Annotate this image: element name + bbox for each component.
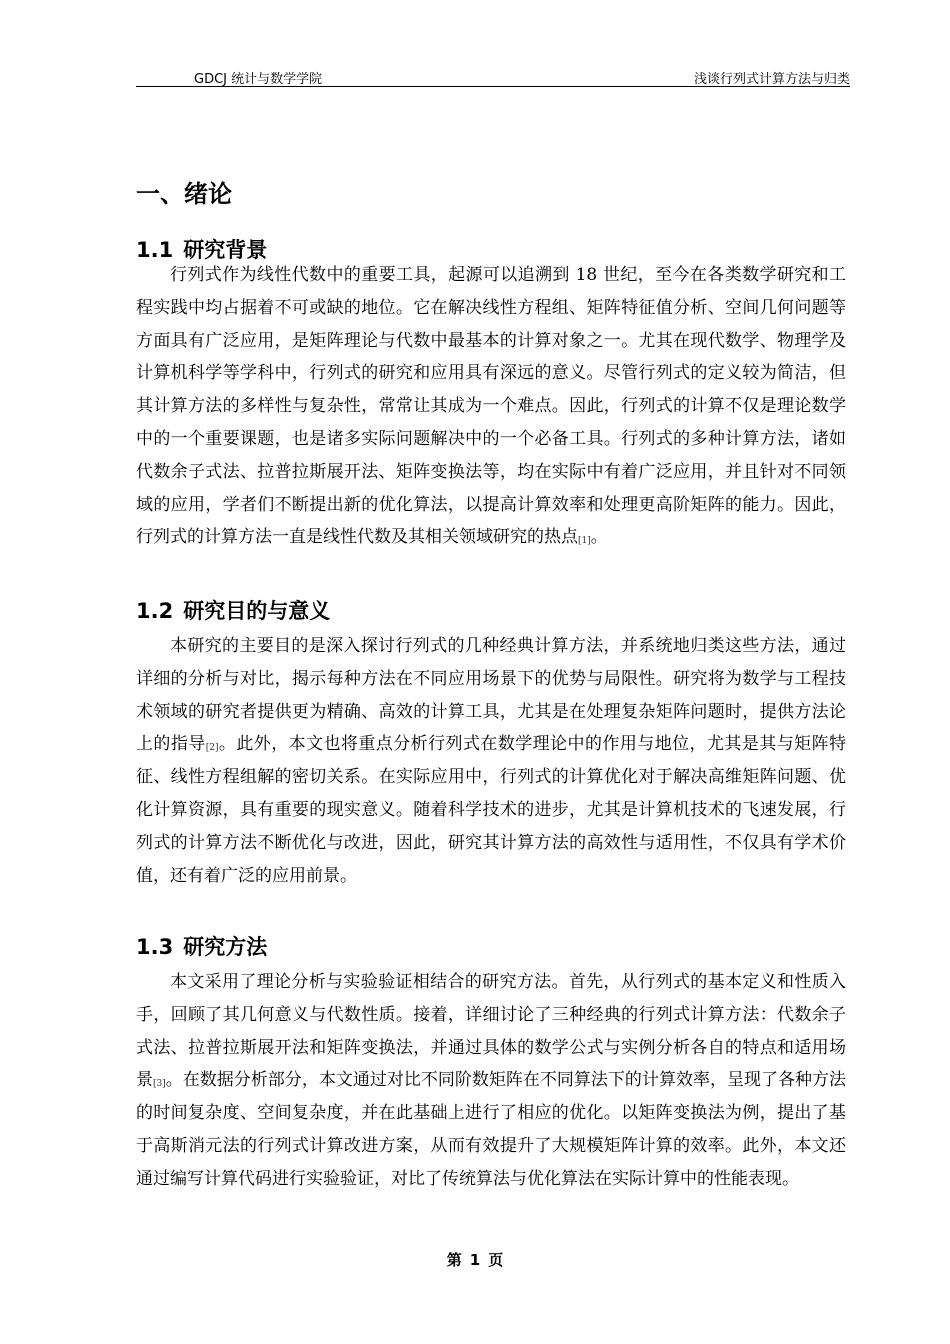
section-number: 1.2 [136, 599, 174, 623]
section-paragraph-1-3 [136, 966, 846, 1196]
citation-ref[interactable]: [1] [578, 536, 591, 547]
chapter-title: 一、绪论 [136, 180, 232, 208]
section-title: 研究目的与意义 [183, 599, 331, 623]
section-heading-1-2 [136, 595, 330, 625]
header-right-text: 浅谈行列式计算方法与归类 [693, 72, 850, 87]
paragraph-text: 行列式作为线性代数中的重要工具，起源可以追溯到 18 世纪，至今在各类数学研究和工程实践中均占据着不可或缺的地位。它在解决线性方程组、矩阵特征值分析、空间几何问题等方面具有广泛应用，是矩阵理论与代数中最基本的计算对象之一。尤其在现代数学、物理学及计算机科学等学科中，行列式的研究和应用具有深远的意义。尽管行列式的定义较为简洁，但其计算方法的多样性与复杂性，常常让其成为一个难点。因此，行列式的计算不仅是理论数学中的一个重要课题，也是诸多实际问题解决中的一个必备工具。行列式的多种计算方法，诸如代数余子式法、拉普拉斯展开法、矩阵变换法等，均在实际中有着广泛应用，并且针对不同领域的应用，学者们不断提出新的优化算法，以提高计算效率和处理更高阶矩阵的能力。因此，行列式的计算方法一直是线性代数及其相关领域研究的热点 [136, 265, 846, 548]
page-header [136, 66, 850, 87]
paragraph-text: 本文采用了理论分析与实验验证相结合的研究方法。首先，从行列式的基本定义和性质入手，回顾了其几何意义与代数性质。接着，详细讨论了三种经典的行列式计算方法：代数余子式法、拉普拉斯展开法和矩阵变换法，并通过具体的数学公式与实例分析各自的特点和适用场景 [136, 972, 846, 1091]
section-number: 1.1 [136, 238, 174, 262]
section-title: 研究方法 [183, 935, 268, 959]
section-paragraph-1-2 [136, 630, 846, 892]
citation-ref[interactable]: [2] [205, 743, 219, 754]
section-title: 研究背景 [183, 238, 268, 262]
paragraph-tail: 。此外，本文也将重点分析行列式在数学理论中的作用与地位，尤其是其与矩阵特征、线性方程组解的密切关系。在实际应用中，行列式的计算优化对于解决高维矩阵问题、优化计算资源，具有重要的现实意义。随着科学技术的进步，尤其是计算机技术的飞速发展，行列式的计算方法不断优化与改进，因此，研究其计算方法的高效性与适用性，不仅具有学术价值，还有着广泛的应用前景。 [136, 734, 847, 886]
citation-ref[interactable]: [3] [153, 1079, 166, 1090]
paragraph-tail: 。在数据分析部分，本文通过对比不同阶数矩阵在不同算法下的计算效率，呈现了各种方法的时间复杂度、空间复杂度，并在此基础上进行了相应的优化。以矩阵变换法为例，提出了基于高斯消元法的行列式计算改进方案，从而有效提升了大规模矩阵计算的效率。此外，本文还通过编写计算代码进行实验验证，对比了传统算法与优化算法在实际计算中的性能表现。 [136, 1070, 847, 1189]
section-paragraph-1-1 [136, 259, 846, 554]
page-footer [0, 1249, 950, 1270]
section-number: 1.3 [136, 935, 174, 959]
page-number: 1 [469, 1251, 481, 1269]
header-left-text: GDCJ 统计与数学学院 [194, 72, 323, 87]
paragraph-tail: 。 [590, 527, 608, 548]
footer-prefix: 第 [446, 1251, 462, 1269]
section-heading-1-3 [136, 931, 267, 961]
paragraph-text: 本研究的主要目的是深入探讨行列式的几种经典计算方法，并系统地归类这些方法，通过详细的分析与对比，揭示每种方法在不同应用场景下的优势与局限性。研究将为数学与工程技术领域的研究者提供更为精确、高效的计算工具，尤其是在处理复杂矩阵问题时，提供方法论上的指导 [136, 636, 846, 755]
footer-suffix: 页 [488, 1251, 504, 1269]
